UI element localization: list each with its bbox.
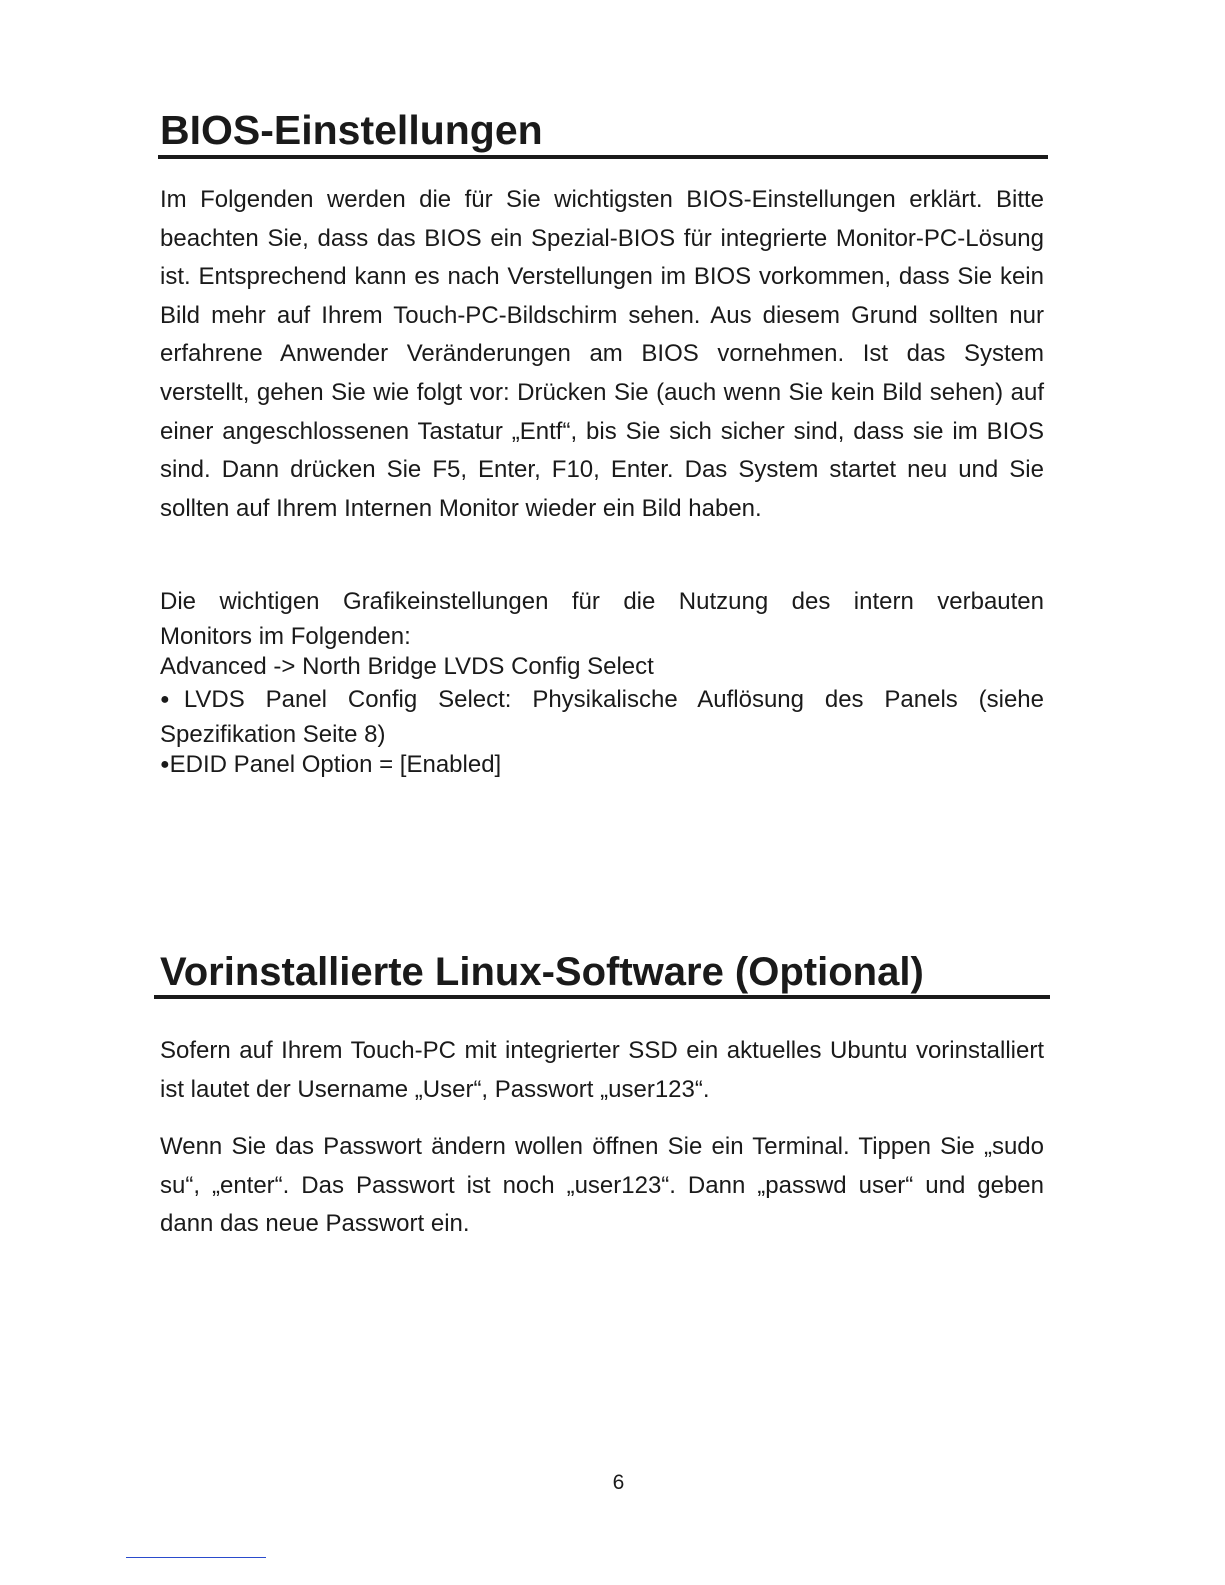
- bullet-item-edid: [160, 750, 1044, 780]
- bullet-lvds-text: LVDS Panel Config Select: Physikalische Auflösung des Panels (siehe: [183, 686, 1044, 713]
- linux-password-paragraph: Wenn Sie das Passwort ändern wollen öffnen Sie ein Terminal. Tippen Sie „sudo su“, „enter“. Das Passwort ist noch „user123“. Dann „passwd user“ und geben dann das neue Passwort ein.: [160, 1133, 1044, 1238]
- bullet-lvds-continuation: Spezifikation Seite 8): [160, 721, 386, 748]
- graphics-intro-line-1: Die wichtigen Grafikeinstellungen für die Nutzung des intern verbauten: [160, 588, 1044, 615]
- bios-graphics-settings: [160, 584, 1044, 780]
- bullet-icon: ●: [160, 756, 170, 773]
- bios-heading-rule: [158, 155, 1048, 159]
- footer-divider: [126, 1557, 266, 1558]
- bullet-edid-text: EDID Panel Option = [Enabled]: [169, 751, 502, 778]
- menu-path: Advanced -> North Bridge LVDS Config Select: [160, 653, 654, 680]
- linux-heading-rule: [154, 995, 1050, 999]
- graphics-intro-line-2: Monitors im Folgenden:: [160, 623, 411, 650]
- bios-intro-paragraph: Im Folgenden werden die für Sie wichtigsten BIOS-Einstellungen erklärt. Bitte beachten Sie, dass das BIOS ein Spezial-BIOS für integrierte Monitor-PC-Lösung ist. Entsprechend kann es nach Verstellungen im BIOS vorkommen, dass Sie kein Bild mehr auf Ihrem Touch-PC-Bildschirm sehen. Aus diesem Grund sollten nur erfahrene Anwender Veränderungen am BIOS vornehmen. Ist das System verstellt, gehen Sie wie folgt vor: Drücken Sie (auch wenn Sie kein Bild sehen) auf einer angeschlossenen Tastatur „Entf“, bis Sie sich sicher sind, dass sie im BIOS sind. Dann drücken Sie F5, Enter, F10, Enter. Das System startet neu und Sie sollten auf Ihrem Internen Monitor wieder ein Bild haben.: [160, 186, 1044, 522]
- bios-heading: BIOS-Einstellungen: [160, 107, 543, 153]
- bullet-icon: ●: [160, 691, 184, 708]
- linux-heading: Vorinstallierte Linux-Software (Optional): [160, 950, 924, 994]
- linux-credentials-paragraph: Sofern auf Ihrem Touch-PC mit integrierter SSD ein aktuelles Ubuntu vorinstalliert ist lautet der Username „User“, Passwort „user123“.: [160, 1037, 1044, 1103]
- page-number: 6: [612, 1471, 625, 1494]
- bullet-item-lvds: [160, 682, 1044, 720]
